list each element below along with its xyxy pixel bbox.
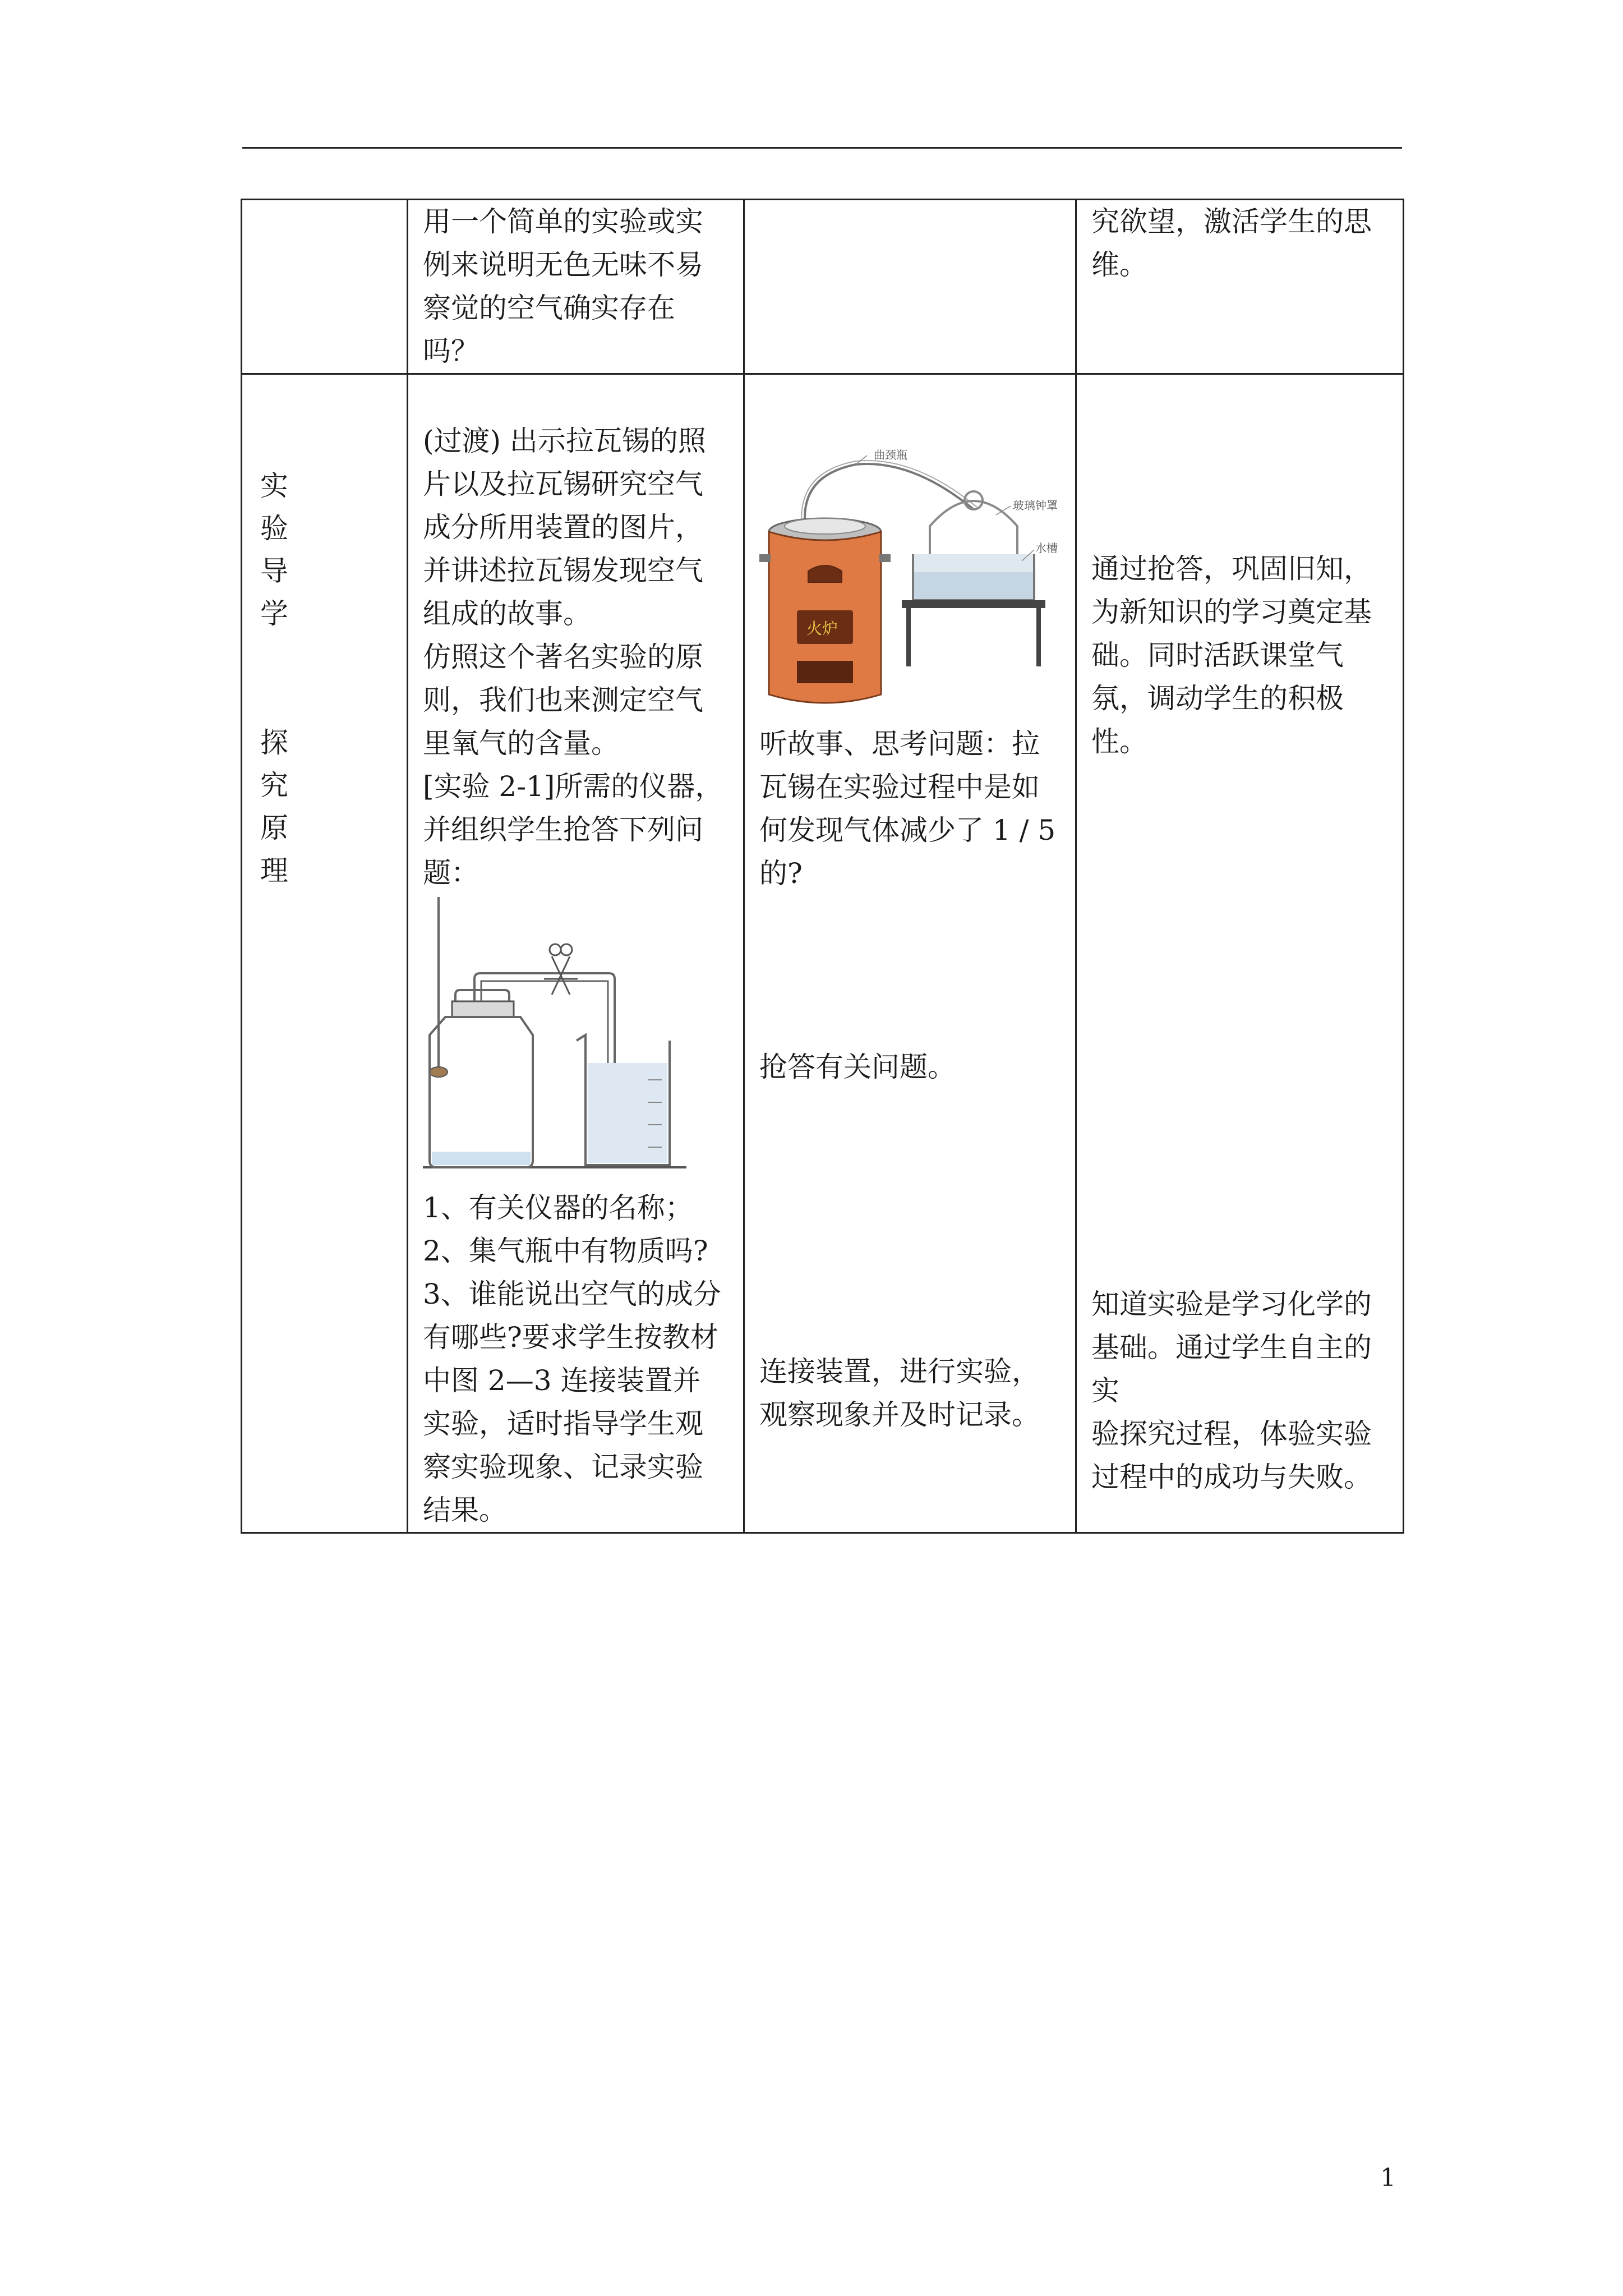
teacher-paragraph: 仿照这个著名实验的原则，我们也来测定空气里氧气的含量。 xyxy=(423,641,703,760)
stage-char: 原 xyxy=(260,812,288,844)
stage-char: 验 xyxy=(260,512,288,545)
stage-char: 学 xyxy=(260,597,288,630)
lavoisier-apparatus-figure xyxy=(755,442,1069,723)
intent-text: 知道实验是学习化学的基础。通过学生自主的实 xyxy=(1091,1288,1372,1407)
retort-label: 曲颈瓶 xyxy=(874,448,907,462)
intent-text: 通过抢答，巩固旧知，为新知识的学习奠定基础。同时活跃课堂气氛，调动学生的积极性。 xyxy=(1091,553,1372,758)
intent-text: 究欲望，激活学生的思维。 xyxy=(1091,205,1372,281)
design-intent-cell xyxy=(1076,374,1404,1533)
lesson-plan-table xyxy=(241,199,1404,1534)
stage-char: 探 xyxy=(260,726,288,759)
stage-title xyxy=(257,464,392,892)
student-activity-cell xyxy=(744,374,1076,1533)
student-activity-cell xyxy=(744,200,1076,374)
experiment-apparatus-figure xyxy=(423,895,726,1186)
stage-cell xyxy=(242,200,408,374)
teacher-activity-cell xyxy=(408,374,744,1533)
page-number: 1 xyxy=(1380,2164,1396,2192)
question-item: 3、谁能说出空气的成分有哪些?要求学生按教材中图 2—3 连接装置并实验，适时指导学生观察实验现象、记录实验结果。 xyxy=(423,1278,721,1526)
intent-text: 验探究过程，体验实验过程中的成功与失败。 xyxy=(1091,1418,1372,1493)
stage-cell xyxy=(242,374,408,1533)
question-item: 1、有关仪器的名称； xyxy=(423,1191,693,1224)
stage-char: 导 xyxy=(260,555,288,587)
stage-char: 理 xyxy=(260,854,288,887)
furnace-label: 火炉 xyxy=(806,619,838,638)
teacher-activity-cell xyxy=(408,200,744,374)
design-intent-cell xyxy=(1076,200,1404,374)
teacher-paragraph: (过渡) 出示拉瓦锡的照片以及拉瓦锡研究空气成分所用装置的图片，并讲述拉瓦锡发现空气组成的故事。 xyxy=(423,425,706,630)
table-row xyxy=(242,374,1404,1533)
stage-char: 究 xyxy=(260,769,288,802)
teacher-paragraph: [实验 2-1]所需的仪器，并组织学生抢答下列问题： xyxy=(423,770,723,889)
student-text: 抢答有关问题。 xyxy=(759,1051,956,1083)
header-rule xyxy=(242,147,1402,149)
question-item: 2、集气瓶中有物质吗? xyxy=(423,1235,708,1267)
trough-label: 水槽 xyxy=(1035,541,1058,555)
table-row xyxy=(242,200,1404,374)
student-text: 听故事、思考问题：拉瓦锡在实验过程中是如何发现气体减少了 1 / 5 的? xyxy=(759,728,1056,890)
teacher-text: 用一个简单的实验或实例来说明无色无味不易察觉的空气确实存在吗？ xyxy=(423,205,703,367)
bell-jar-label: 玻璃钟罩 xyxy=(1013,499,1058,512)
stage-char: 实 xyxy=(260,470,288,502)
student-text: 连接装置，进行实验，观察现象并及时记录。 xyxy=(759,1355,1040,1431)
